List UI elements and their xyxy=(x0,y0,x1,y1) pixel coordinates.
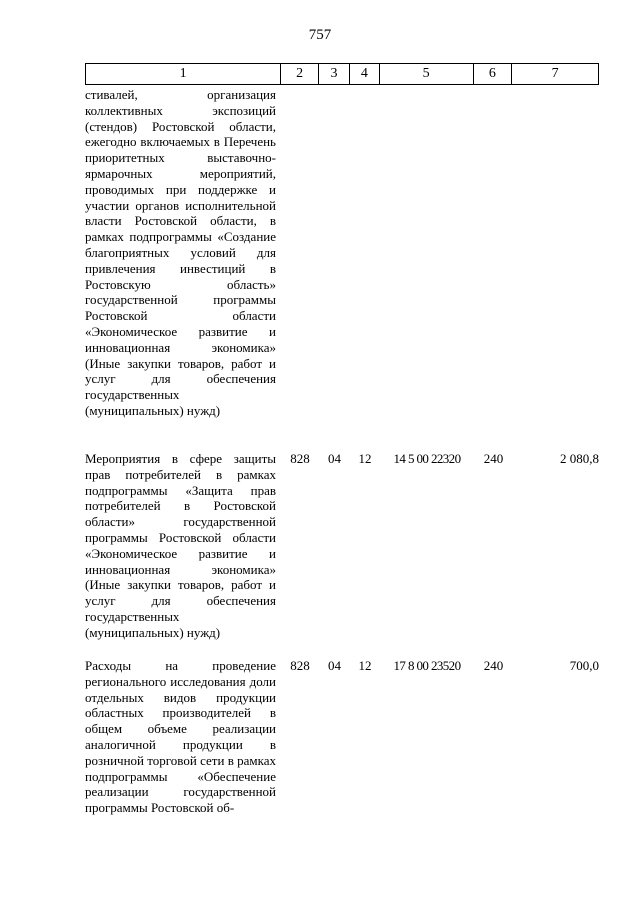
row-subsection: 12 xyxy=(358,658,372,673)
row-target-article: 14 5 00 22320 xyxy=(393,451,461,466)
row-description: Расходы на проведение регионального исследования доли отдельных видов продукции областных производителей в общем объеме реализации аналогичной продукции в розничной торговой сети в рамках подпрограммы «Обеспечение реализации государственной программы Ростовской об- xyxy=(85,658,276,816)
header-col-4: 4 xyxy=(350,64,380,84)
row-amount: 700,0 xyxy=(569,658,599,673)
header-col-1: 1 xyxy=(86,64,281,84)
row-description: стивалей, организация коллективных экспозиций (стендов) Ростовской области, ежегодно включаемых в Перечень приоритетных выставочно-ярмарочных мероприятий, проводимых при поддержке и участии органов исполнительной власти Ростовской области, в рамках подпрограммы «Создание благоприятных условий для привлечения инвестиций в Ростовскую область» государственной программы Ростовской области «Экономическое развитие и инновационная экономика» (Иные закупки товаров, работ и услуг для обеспечения государственных (муниципальных) нужд) xyxy=(85,87,276,418)
page-number: 757 xyxy=(308,27,332,43)
table-header xyxy=(85,63,599,85)
row-expense-type: 240 xyxy=(483,451,504,466)
row-subsection: 12 xyxy=(358,451,372,466)
header-col-7: 7 xyxy=(551,66,559,81)
header-col-3: 3 xyxy=(319,64,350,84)
header-col-6: 6 xyxy=(474,64,513,84)
row-section: 04 xyxy=(328,658,341,673)
row-target-article: 17 8 00 23520 xyxy=(393,658,461,673)
row-expense-type: 240 xyxy=(483,658,504,673)
row-code-ministry: 828 xyxy=(290,658,310,673)
row-section: 04 xyxy=(328,451,341,466)
header-col-2: 2 xyxy=(281,64,319,84)
row-description: Мероприятия в сфере защиты прав потребителей в рамках подпрограммы «Защита прав потребителей в Ростовской области» государственной программы Ростовской области «Экономическое развитие и инновационная экономика» (Иные закупки товаров, работ и услуг для обеспечения государственных (муниципальных) нужд) xyxy=(85,451,276,640)
header-col-5: 5 xyxy=(380,64,474,84)
row-amount: 2 080,8 xyxy=(560,451,599,466)
row-code-ministry: 828 xyxy=(290,451,310,466)
